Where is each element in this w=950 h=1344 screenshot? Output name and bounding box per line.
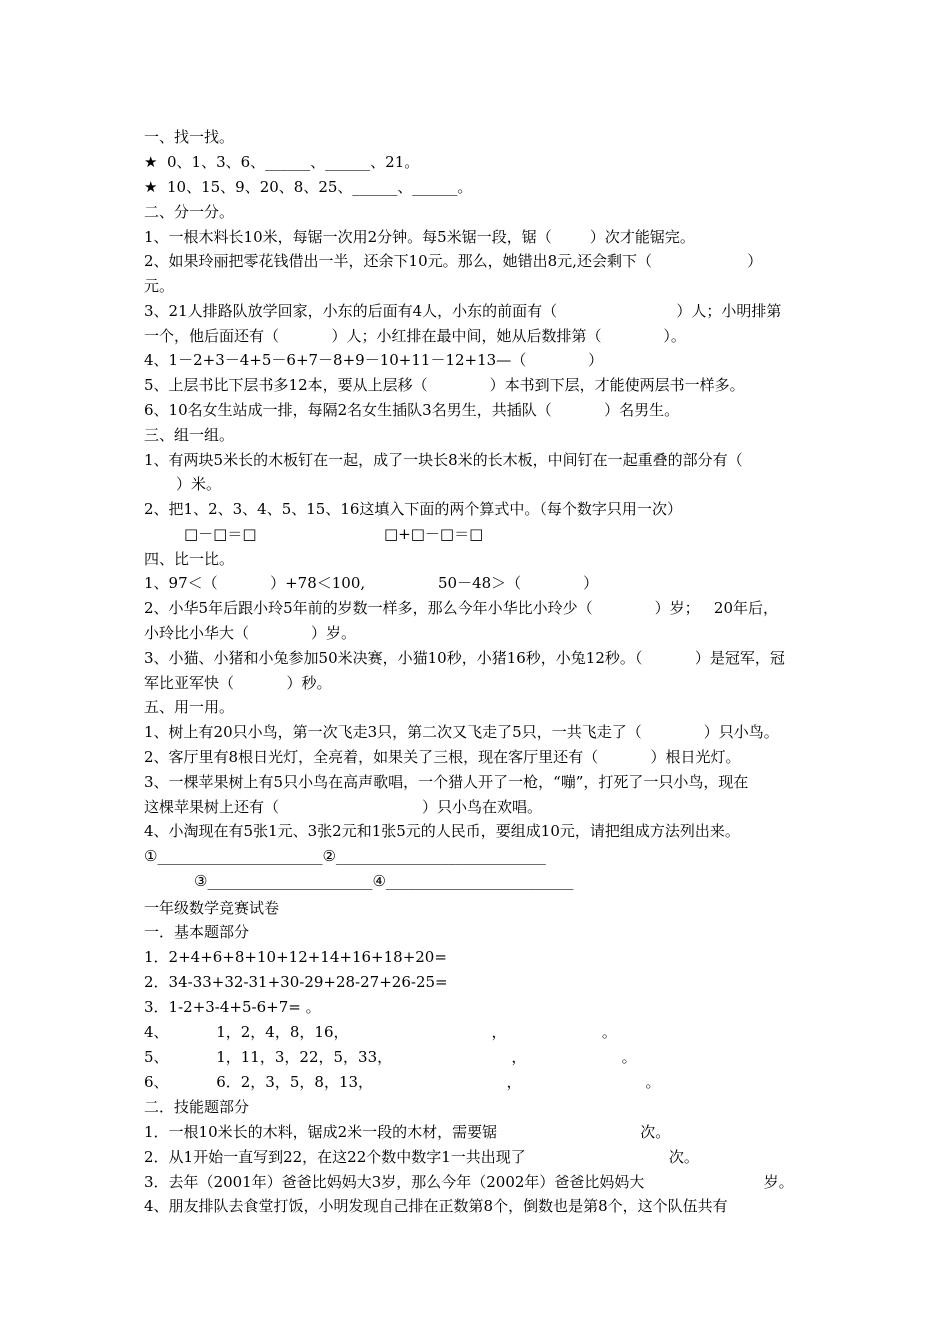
expression-1: □－□＝□ [184, 525, 257, 543]
question-2-2-line1: 2、如果玲丽把零花钱借出一半，还余下10元。那么，她错出8元,还会剩下（ ） [144, 252, 763, 270]
question-2-3-line2: 一个，他后面还有（ ）人；小红排在最中间，她从后数排第（ ）。 [144, 327, 686, 345]
question-3-1-line2: ）米。 [176, 475, 222, 493]
exam-b2: 2．从1开始一直写到22，在这22个数中数字1一共出现了 次。 [144, 1148, 699, 1166]
section5-title: 五、用一用。 [144, 698, 235, 716]
question-5-4: 4、小淘现在有5张1元、3张2元和1张5元的人民币，要组成10元，请把组成方法列出来。 [144, 822, 740, 840]
exam-title: 一年级数学竞赛试卷 [144, 899, 280, 917]
exam-b1: 1．一根10米长的木料，锯成2米一段的木材，需要锯 次。 [144, 1123, 671, 1141]
exam-a4: 4、 1，2，4，8，16， ， 。 [144, 1023, 617, 1041]
exam-a3: 3．1-2+3-4+5-6+7= 。 [144, 998, 321, 1016]
exam-part-b-title: 二．技能题部分 [144, 1098, 250, 1116]
section4-title: 四、比一比。 [144, 550, 235, 568]
question-4-2-line2: 小玲比小华大（ ）岁。 [144, 624, 356, 642]
question-2-5: 5、上层书比下层书多12本，要从上层移（ ）本书到下层，才能使两层书一样多。 [144, 376, 745, 394]
question-1-1: ★ 0、1、3、6、______、______、21。 [144, 153, 420, 171]
answer-blanks-2: ③______________________④_________________________ [194, 872, 574, 890]
question-4-3-line1: 3、小猫、小猪和小兔参加50米决赛，小猫10秒，小猪16秒，小兔12秒。（ ）是冠军，冠 [144, 649, 785, 667]
question-5-1: 1、树上有20只小鸟，第一次飞走3只，第二次又飞走了5只，一共飞走了（ ）只小鸟。 [144, 723, 779, 741]
exam-a1: 1．2+4+6+8+10+12+14+16+18+20= [144, 948, 447, 966]
section2-title: 二、分一分。 [144, 203, 235, 221]
question-4-1b: 50－48＞（ ） [438, 574, 599, 592]
question-5-3-line2: 这棵苹果树上还有（ ）只小鸟在欢唱。 [144, 798, 543, 816]
answer-blanks-1: ①______________________②____________________________ [144, 847, 546, 865]
question-3-2: 2、把1、2、3、4、5、15、16这填入下面的两个算式中。（每个数字只用一次） [144, 500, 682, 518]
exam-a2: 2．34-33+32-31+30-29+28-27+26-25= [144, 973, 448, 991]
question-3-1-line1: 1、有两块5米长的木板钉在一起，成了一块长8米的长木板，中间钉在一起重叠的部分有（ [144, 451, 743, 469]
question-5-2: 2、客厅里有8根日光灯，全亮着，如果关了三根，现在客厅里还有（ ）根日光灯。 [144, 748, 741, 766]
exam-a6: 6、 6．2，3，5，8，13， ， 。 [144, 1073, 661, 1091]
expression-2: □+□－□＝□ [384, 525, 484, 543]
section1-title: 一、找一找。 [144, 128, 235, 146]
section3-title: 三、组一组。 [144, 426, 235, 444]
question-2-6: 6、10名女生站成一排，每隔2名女生插队3名男生，共插队（ ）名男生。 [144, 401, 680, 419]
question-5-3-line1: 3、一棵苹果树上有5只小鸟在高声歌唱，一个猎人开了一枪，“嘣”，打死了一只小鸟，现在 [144, 773, 749, 791]
question-2-1: 1、一根木料长10米，每锯一次用2分钟。每5米锯一段，锯（ ）次才能锯完。 [144, 228, 695, 246]
question-4-2-line1: 2、小华5年后跟小玲5年前的岁数一样多，那么今年小华比小玲少（ ）岁； 20年后， [144, 599, 779, 617]
question-4-1a: 1、97＜（ ）+78＜100, [144, 574, 366, 592]
question-4-3-line2: 军比亚军快（ ）秒。 [144, 674, 332, 692]
question-1-2: ★ 10、15、9、20、8、25、______、______。 [144, 178, 473, 196]
exam-b3: 3．去年（2001年）爸爸比妈妈大3岁，那么今年（2002年）爸爸比妈妈大 岁。 [144, 1173, 794, 1191]
question-2-2-line2: 元。 [144, 277, 175, 295]
exam-b4: 4、朋友排队去食堂打饭，小明发现自己排在正数第8个，倒数也是第8个，这个队伍共有 [144, 1197, 728, 1215]
question-2-4: 4、1－2+3－4+5－6+7－8+9－10+11－12+13—（ ） [144, 351, 604, 369]
exam-part-a-title: 一．基本题部分 [144, 923, 250, 941]
exam-a5: 5、 1，11，3，22，5，33， ， 。 [144, 1048, 637, 1066]
question-2-3-line1: 3、21人排路队放学回家，小东的后面有4人，小东的前面有（ ）人；小明排第 [144, 302, 782, 320]
